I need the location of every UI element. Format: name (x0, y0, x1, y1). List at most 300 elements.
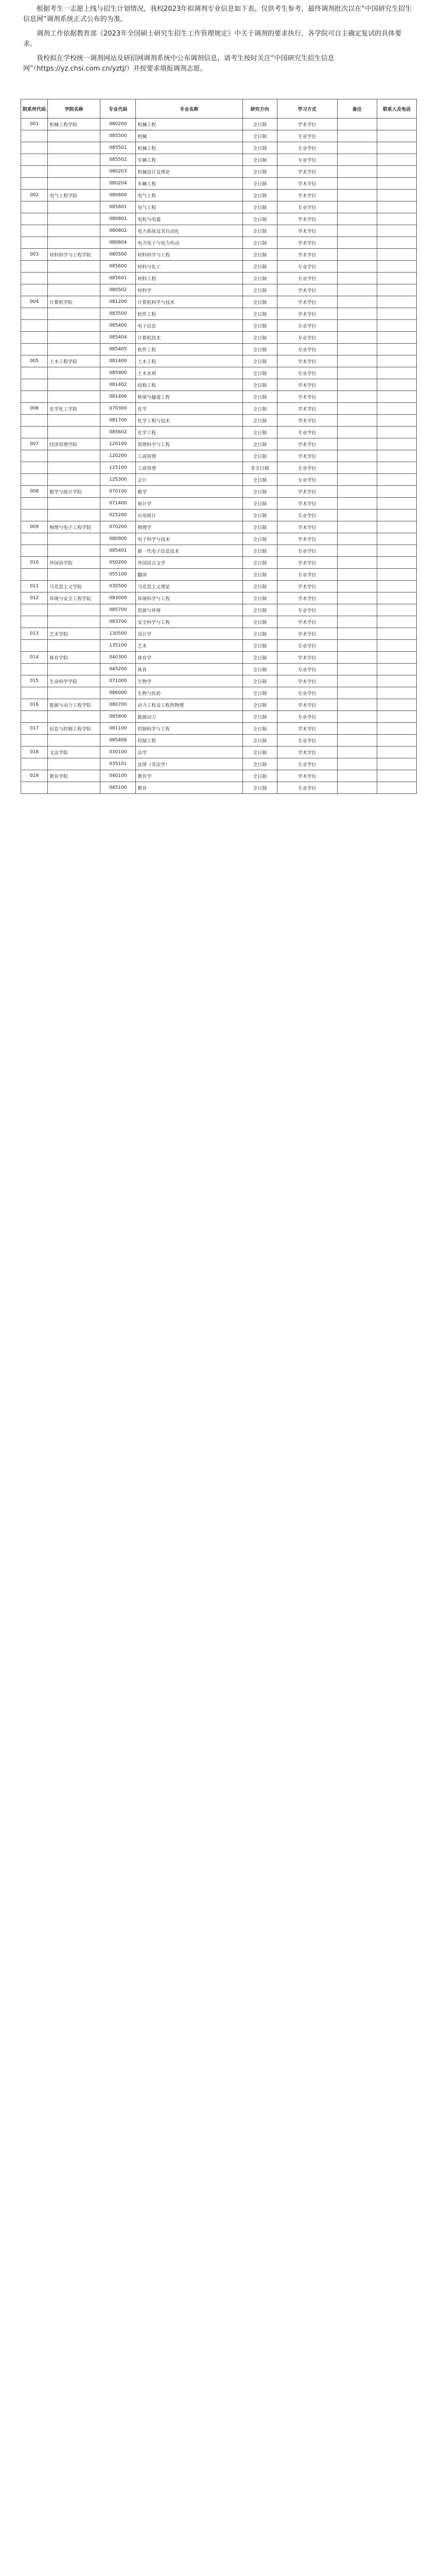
cell-study-mode: 专业学位 (277, 154, 337, 166)
cell-major-name: 电气工程 (136, 190, 242, 201)
cell-contact (377, 284, 416, 296)
cell-direction: 全日制 (242, 308, 277, 320)
table-row (21, 225, 417, 237)
intro-paragraph: 调剂工作依据教育部《2023年全国硕士研究生招生工作管理规定》中关于调剂的要求执行，各学院可自主确定复试的具体要求。 (23, 30, 402, 48)
cell-college-name: 经济管理学院 (48, 438, 100, 450)
cell-college-code (21, 308, 48, 320)
cell-college-name (48, 261, 100, 273)
cell-major-name: 车辆工程 (136, 154, 242, 166)
cell-contact (377, 616, 416, 628)
cell-study-mode: 专业学位 (277, 130, 337, 142)
cell-major-code: 045200 (100, 664, 136, 675)
cell-direction: 全日制 (242, 699, 277, 711)
table-row (21, 261, 417, 273)
cell-college-name (48, 510, 100, 521)
cell-remark (337, 628, 377, 640)
cell-contact (377, 533, 416, 545)
cell-contact (377, 344, 416, 355)
cell-study-mode: 学术学位 (277, 118, 337, 130)
table-row (21, 166, 417, 178)
cell-major-code: 130500 (100, 628, 136, 640)
header-contact: 联系人及电话 (377, 99, 416, 118)
cell-major-code: 085602 (100, 427, 136, 438)
cell-college-name: 外国语学院 (48, 557, 100, 569)
cell-contact (377, 261, 416, 273)
cell-major-code: 085500 (100, 130, 136, 142)
table-row (21, 450, 417, 462)
cell-direction: 全日制 (242, 261, 277, 273)
cell-major-code: 070100 (100, 486, 136, 498)
cell-college-code (21, 640, 48, 652)
cell-college-name (48, 178, 100, 190)
cell-study-mode: 学术学位 (277, 557, 337, 569)
table-row (21, 391, 417, 403)
header-major-code: 专业代码 (100, 99, 136, 118)
cell-direction: 全日制 (242, 379, 277, 391)
cell-college-name: 数学与统计学院 (48, 486, 100, 498)
cell-contact (377, 438, 416, 450)
cell-contact (377, 391, 416, 403)
cell-contact (377, 249, 416, 261)
table-row (21, 178, 417, 190)
cell-college-code (21, 178, 48, 190)
cell-contact (377, 604, 416, 616)
cell-study-mode: 专业学位 (277, 735, 337, 747)
cell-study-mode: 专业学位 (277, 261, 337, 273)
cell-college-code (21, 237, 48, 249)
cell-major-name: 电力电子与电力传动 (136, 237, 242, 249)
cell-remark (337, 213, 377, 225)
cell-major-code: 085406 (100, 735, 136, 747)
cell-direction: 全日制 (242, 616, 277, 628)
cell-major-name: 土木工程 (136, 355, 242, 367)
cell-college-code (21, 450, 48, 462)
table-row (21, 557, 417, 569)
cell-contact (377, 747, 416, 758)
cell-college-name (48, 498, 100, 510)
cell-contact (377, 652, 416, 664)
intro-paragraph: 我校拟在学校统一调剂网站及研招网调剂系统中公布调剂信息，请考生按时关注“中国研究生招生信息网”（https://yz.chsi.com.cn/yztj/）并按要求填报调剂志愿。 (23, 55, 335, 73)
cell-major-code: 055100 (100, 569, 136, 581)
cell-remark (337, 498, 377, 510)
cell-direction: 全日制 (242, 521, 277, 533)
cell-major-code: 030500 (100, 581, 136, 592)
cell-major-code: 045100 (100, 782, 136, 794)
cell-remark (337, 415, 377, 427)
cell-college-code (21, 533, 48, 545)
cell-major-name: 材料科学与工程 (136, 249, 242, 261)
cell-college-name (48, 201, 100, 213)
table-row (21, 723, 417, 735)
cell-college-code (21, 320, 48, 332)
adjustment-table (21, 99, 417, 794)
cell-major-code: 081700 (100, 415, 136, 427)
cell-direction: 全日制 (242, 557, 277, 569)
cell-major-code: 081402 (100, 379, 136, 391)
header-college-name: 学院名称 (48, 99, 100, 118)
cell-study-mode: 学术学位 (277, 628, 337, 640)
cell-major-name: 结构工程 (136, 379, 242, 391)
cell-study-mode: 专业学位 (277, 367, 337, 379)
cell-direction: 全日制 (242, 344, 277, 355)
cell-contact (377, 166, 416, 178)
cell-direction: 全日制 (242, 758, 277, 770)
cell-major-name: 动力工程及工程热物理 (136, 699, 242, 711)
cell-major-code: 125300 (100, 474, 136, 486)
cell-contact (377, 699, 416, 711)
cell-college-name: 文法学院 (48, 747, 100, 758)
cell-college-name (48, 166, 100, 178)
cell-contact (377, 201, 416, 213)
cell-major-code: 085502 (100, 154, 136, 166)
cell-remark (337, 569, 377, 581)
cell-college-name: 体育学院 (48, 652, 100, 664)
cell-contact (377, 569, 416, 581)
cell-remark (337, 261, 377, 273)
cell-study-mode: 专业学位 (277, 545, 337, 557)
cell-college-name (48, 344, 100, 355)
cell-college-code (21, 213, 48, 225)
cell-major-name: 土木水利 (136, 367, 242, 379)
cell-major-name: 法律（非法学） (136, 758, 242, 770)
cell-remark (337, 178, 377, 190)
cell-college-code (21, 616, 48, 628)
cell-major-name: 会计 (136, 474, 242, 486)
cell-college-code (21, 284, 48, 296)
cell-college-code (21, 391, 48, 403)
table-row (21, 427, 417, 438)
cell-study-mode: 学术学位 (277, 652, 337, 664)
cell-college-name (48, 545, 100, 557)
cell-major-name: 计算机科学与技术 (136, 296, 242, 308)
cell-college-name: 机械工程学院 (48, 118, 100, 130)
cell-remark (337, 355, 377, 367)
cell-remark (337, 735, 377, 747)
cell-major-code: 135100 (100, 640, 136, 652)
cell-direction: 全日制 (242, 225, 277, 237)
cell-contact (377, 237, 416, 249)
cell-direction: 全日制 (242, 118, 277, 130)
table-row (21, 652, 417, 664)
cell-study-mode: 学术学位 (277, 498, 337, 510)
cell-contact (377, 154, 416, 166)
cell-college-code (21, 604, 48, 616)
table-row (21, 616, 417, 628)
cell-major-name: 电机与电器 (136, 213, 242, 225)
cell-college-name: 土木工程学院 (48, 355, 100, 367)
table-row (21, 510, 417, 521)
cell-direction: 全日制 (242, 628, 277, 640)
cell-remark (337, 284, 377, 296)
cell-direction: 全日制 (242, 296, 277, 308)
cell-remark (337, 652, 377, 664)
cell-remark (337, 344, 377, 355)
cell-remark (337, 581, 377, 592)
cell-direction: 全日制 (242, 320, 277, 332)
table-row (21, 367, 417, 379)
cell-remark (337, 711, 377, 723)
cell-college-code: 018 (21, 747, 48, 758)
table-row (21, 415, 417, 427)
table-row (21, 521, 417, 533)
cell-major-code: 083500 (100, 308, 136, 320)
cell-study-mode: 专业学位 (277, 201, 337, 213)
cell-direction: 全日制 (242, 249, 277, 261)
cell-college-code: 006 (21, 403, 48, 415)
cell-contact (377, 273, 416, 284)
cell-major-code: 030100 (100, 747, 136, 758)
cell-major-name: 机械 (136, 130, 242, 142)
cell-major-code: 085601 (100, 273, 136, 284)
cell-college-name: 马克思主义学院 (48, 581, 100, 592)
table-row (21, 533, 417, 545)
cell-direction: 全日制 (242, 154, 277, 166)
cell-major-code: 040100 (100, 770, 136, 782)
table-row (21, 592, 417, 604)
cell-major-code: 080500 (100, 249, 136, 261)
cell-contact (377, 581, 416, 592)
cell-college-name (48, 782, 100, 794)
cell-college-name: 电气工程学院 (48, 190, 100, 201)
cell-study-mode: 专业学位 (277, 711, 337, 723)
table-row (21, 332, 417, 344)
cell-study-mode: 学术学位 (277, 178, 337, 190)
cell-major-code: 025200 (100, 510, 136, 521)
table-row (21, 379, 417, 391)
cell-major-code: 081200 (100, 296, 136, 308)
cell-major-name: 机械工程 (136, 142, 242, 154)
cell-contact (377, 450, 416, 462)
cell-study-mode: 学术学位 (277, 675, 337, 687)
cell-major-code: 070200 (100, 521, 136, 533)
cell-college-code (21, 225, 48, 237)
cell-study-mode: 专业学位 (277, 462, 337, 474)
cell-college-name (48, 462, 100, 474)
table-row (21, 154, 417, 166)
cell-college-code (21, 735, 48, 747)
cell-major-code: 085700 (100, 604, 136, 616)
table-row (21, 249, 417, 261)
cell-contact (377, 296, 416, 308)
cell-direction: 全日制 (242, 723, 277, 735)
cell-major-name: 资源与环境 (136, 604, 242, 616)
cell-remark (337, 296, 377, 308)
cell-college-name: 信息与控制工程学院 (48, 723, 100, 735)
cell-study-mode: 专业学位 (277, 142, 337, 154)
cell-major-name: 生物与医药 (136, 687, 242, 699)
cell-major-name: 外国语言文学 (136, 557, 242, 569)
cell-major-code: 080804 (100, 237, 136, 249)
cell-study-mode: 专业学位 (277, 427, 337, 438)
cell-study-mode: 专业学位 (277, 510, 337, 521)
cell-major-code: 080203 (100, 166, 136, 178)
cell-study-mode: 学术学位 (277, 166, 337, 178)
cell-study-mode: 专业学位 (277, 569, 337, 581)
cell-major-code: 080700 (100, 699, 136, 711)
cell-major-name: 生物学 (136, 675, 242, 687)
cell-college-name: 计算机学院 (48, 296, 100, 308)
cell-major-name: 软件工程 (136, 344, 242, 355)
cell-direction: 全日制 (242, 735, 277, 747)
cell-study-mode: 学术学位 (277, 249, 337, 261)
cell-contact (377, 592, 416, 604)
cell-college-name: 教育学院 (48, 770, 100, 782)
cell-college-name (48, 711, 100, 723)
cell-direction: 全日制 (242, 403, 277, 415)
cell-direction: 全日制 (242, 640, 277, 652)
cell-college-code: 005 (21, 355, 48, 367)
cell-study-mode: 学术学位 (277, 581, 337, 592)
cell-direction: 全日制 (242, 533, 277, 545)
cell-study-mode: 学术学位 (277, 237, 337, 249)
cell-college-name (48, 569, 100, 581)
cell-college-code: 009 (21, 521, 48, 533)
table-row (21, 770, 417, 782)
cell-study-mode: 学术学位 (277, 450, 337, 462)
table-row (21, 296, 417, 308)
cell-major-code: 071400 (100, 498, 136, 510)
cell-college-name (48, 379, 100, 391)
cell-college-name (48, 604, 100, 616)
cell-major-code: 080502 (100, 284, 136, 296)
cell-study-mode: 专业学位 (277, 273, 337, 284)
cell-college-code (21, 332, 48, 344)
cell-major-code: 085900 (100, 367, 136, 379)
table-row (21, 284, 417, 296)
cell-study-mode: 学术学位 (277, 190, 337, 201)
cell-major-name: 新一代电子信息技术 (136, 545, 242, 557)
cell-contact (377, 545, 416, 557)
table-row (21, 237, 417, 249)
cell-college-name (48, 284, 100, 296)
cell-direction: 全日制 (242, 664, 277, 675)
cell-contact (377, 427, 416, 438)
cell-college-name (48, 664, 100, 675)
cell-major-name: 机械设计及理论 (136, 166, 242, 178)
cell-college-code (21, 510, 48, 521)
cell-college-name (48, 332, 100, 344)
cell-major-code: 085400 (100, 320, 136, 332)
table-row (21, 438, 417, 450)
cell-study-mode: 学术学位 (277, 699, 337, 711)
cell-remark (337, 747, 377, 758)
cell-remark (337, 332, 377, 344)
cell-direction: 全日制 (242, 201, 277, 213)
table-row (21, 747, 417, 758)
cell-direction: 全日制 (242, 747, 277, 758)
cell-major-name: 车辆工程 (136, 178, 242, 190)
cell-direction: 全日制 (242, 687, 277, 699)
cell-major-name: 设计学 (136, 628, 242, 640)
cell-major-name: 控制科学与工程 (136, 723, 242, 735)
cell-college-code (21, 379, 48, 391)
cell-study-mode: 专业学位 (277, 782, 337, 794)
cell-remark (337, 118, 377, 130)
cell-remark (337, 130, 377, 142)
cell-college-name: 生命科学学院 (48, 675, 100, 687)
cell-direction: 全日制 (242, 142, 277, 154)
cell-major-code: 050200 (100, 557, 136, 569)
cell-college-code: 014 (21, 652, 48, 664)
cell-major-name: 物理学 (136, 521, 242, 533)
cell-study-mode: 学术学位 (277, 379, 337, 391)
cell-major-name: 能源动力 (136, 711, 242, 723)
cell-study-mode: 专业学位 (277, 604, 337, 616)
cell-college-code (21, 154, 48, 166)
cell-contact (377, 770, 416, 782)
cell-remark (337, 521, 377, 533)
cell-college-name: 材料科学与工程学院 (48, 249, 100, 261)
cell-major-name: 艺术 (136, 640, 242, 652)
cell-college-name (48, 391, 100, 403)
cell-contact (377, 355, 416, 367)
cell-direction: 全日制 (242, 237, 277, 249)
cell-college-code (21, 261, 48, 273)
cell-major-name: 机械工程 (136, 118, 242, 130)
cell-study-mode: 学术学位 (277, 521, 337, 533)
cell-major-code: 080800 (100, 190, 136, 201)
cell-remark (337, 474, 377, 486)
cell-remark (337, 616, 377, 628)
cell-contact (377, 130, 416, 142)
cell-study-mode: 学术学位 (277, 616, 337, 628)
cell-major-code: 081100 (100, 723, 136, 735)
cell-direction: 全日制 (242, 130, 277, 142)
cell-contact (377, 782, 416, 794)
cell-contact (377, 521, 416, 533)
table-row (21, 604, 417, 616)
cell-major-name: 计算机技术 (136, 332, 242, 344)
cell-contact (377, 225, 416, 237)
cell-major-code: 070300 (100, 403, 136, 415)
cell-major-code: 083000 (100, 592, 136, 604)
cell-college-code (21, 782, 48, 794)
cell-contact (377, 213, 416, 225)
cell-remark (337, 770, 377, 782)
cell-college-name (48, 427, 100, 438)
cell-college-code (21, 498, 48, 510)
cell-major-name: 工商管理 (136, 450, 242, 462)
table-row (21, 664, 417, 675)
cell-contact (377, 142, 416, 154)
cell-contact (377, 758, 416, 770)
cell-remark (337, 640, 377, 652)
cell-college-code: 010 (21, 557, 48, 569)
cell-college-code (21, 166, 48, 178)
table-row (21, 486, 417, 498)
cell-direction: 全日制 (242, 592, 277, 604)
cell-contact (377, 640, 416, 652)
cell-contact (377, 403, 416, 415)
cell-college-name (48, 415, 100, 427)
cell-major-code: 085401 (100, 545, 136, 557)
cell-major-code: 125100 (100, 462, 136, 474)
table-row (21, 320, 417, 332)
cell-study-mode: 学术学位 (277, 770, 337, 782)
table-row (21, 628, 417, 640)
cell-direction: 全日制 (242, 391, 277, 403)
table-row (21, 581, 417, 592)
cell-college-code (21, 367, 48, 379)
cell-major-code: 120100 (100, 438, 136, 450)
cell-remark (337, 510, 377, 521)
cell-contact (377, 415, 416, 427)
header-direction: 研究方向 (242, 99, 277, 118)
cell-major-name: 应用统计 (136, 510, 242, 521)
cell-study-mode: 学术学位 (277, 284, 337, 296)
cell-contact (377, 628, 416, 640)
cell-college-code (21, 201, 48, 213)
